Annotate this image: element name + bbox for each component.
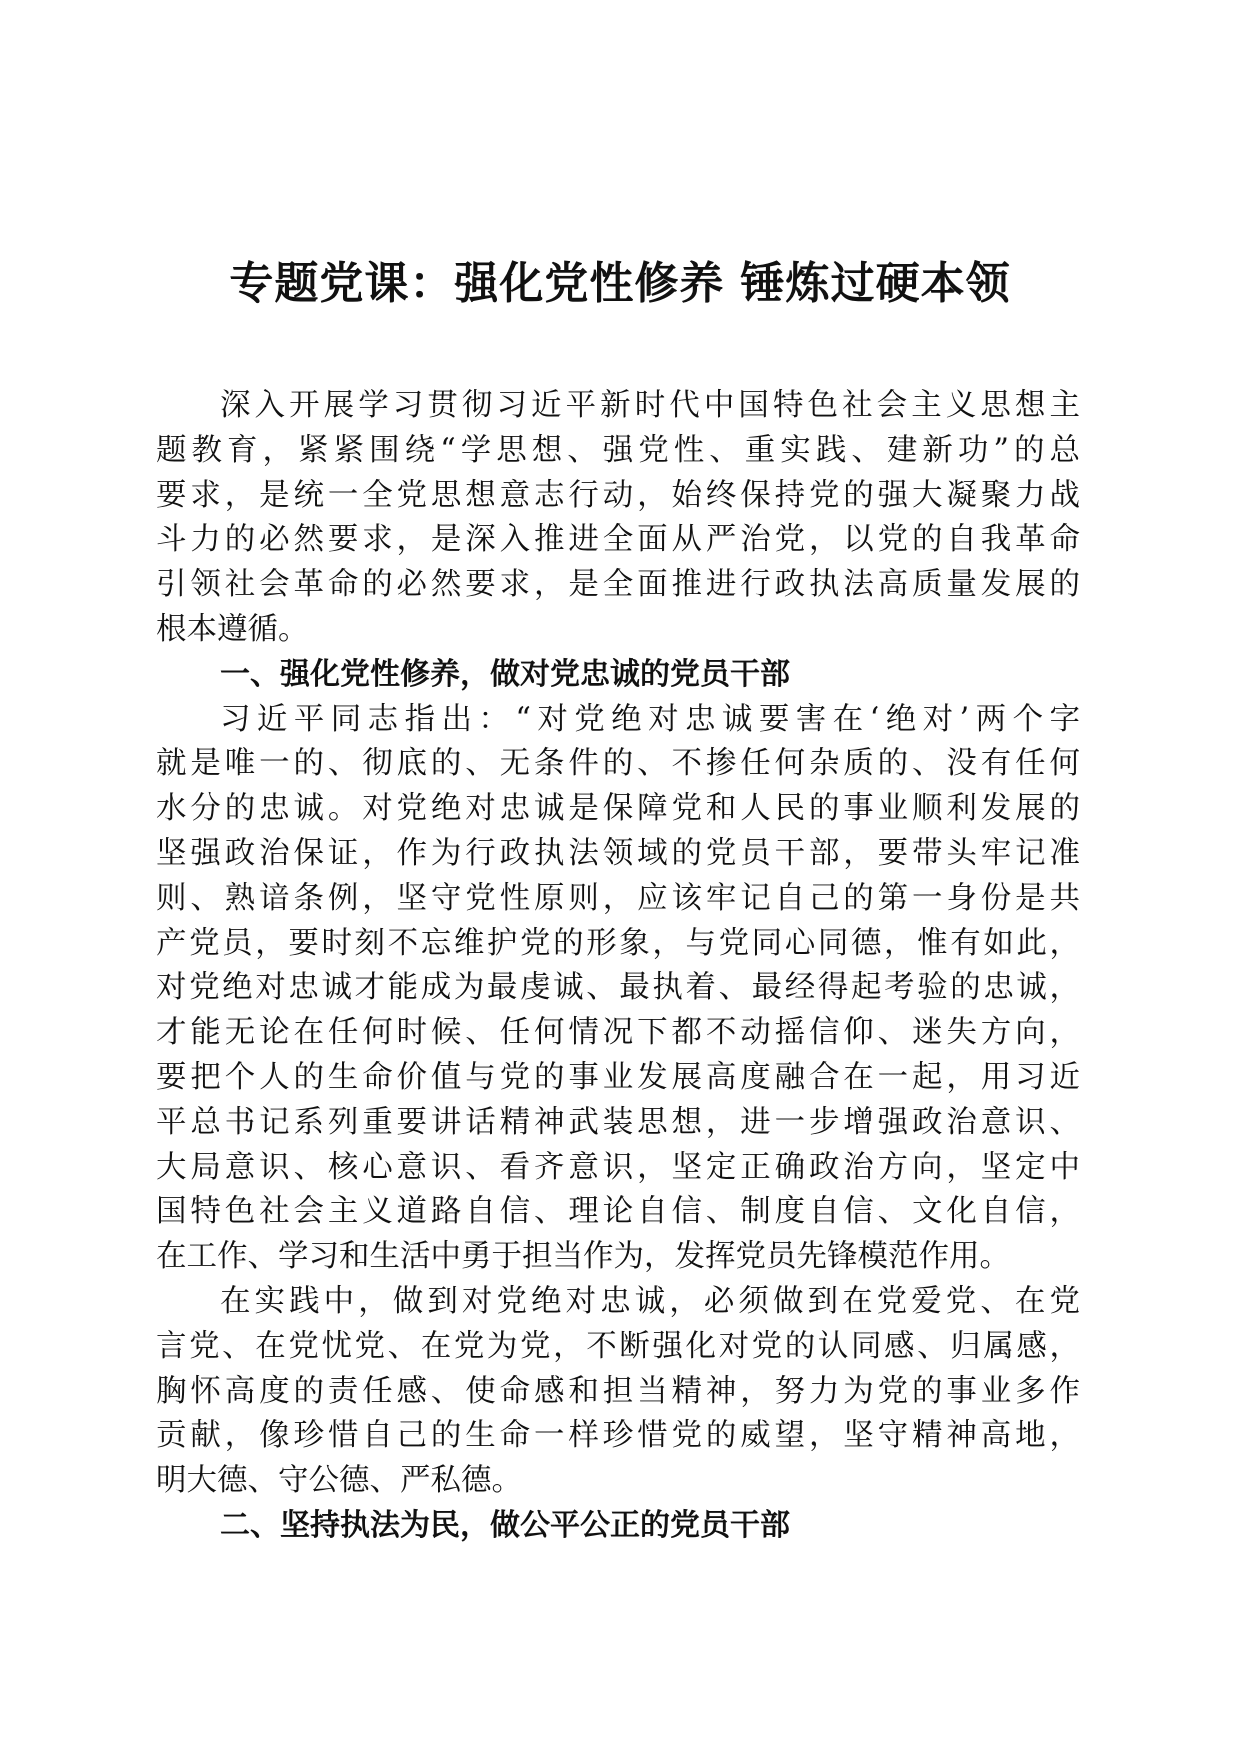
paragraph-line: 引领社会革命的必然要求，是全面推进行政执法高质量发展的 — [156, 567, 1080, 603]
paragraph-line: 要求，是统一全党思想意志行动，始终保持党的强大凝聚力战 — [156, 477, 1080, 513]
paragraph-line: 题教育，紧紧围绕“学思想、强党性、重实践、建新功”的总 — [156, 432, 1080, 468]
paragraph-line: 则、熟谙条例，坚守党性原则，应该牢记自己的第一身份是共 — [156, 880, 1080, 916]
section-heading-2: 二、坚持执法为民，做公平公正的党员干部 — [220, 1507, 790, 1543]
paragraph-line: 就是唯一的、彻底的、无条件的、不掺任何杂质的、没有任何 — [156, 746, 1080, 782]
paragraph-line: 国特色社会主义道路自信、理论自信、制度自信、文化自信， — [156, 1194, 1080, 1230]
document-body — [156, 384, 1080, 1549]
paragraph-line: 深入开展学习贯彻习近平新时代中国特色社会主义思想主 — [220, 388, 1080, 423]
paragraph-line: 要把个人的生命价值与党的事业发展高度融合在一起，用习近 — [156, 1059, 1080, 1095]
paragraph-line: 贡献，像珍惜自己的生命一样珍惜党的威望，坚守精神高地， — [156, 1418, 1080, 1454]
paragraph-line: 在工作、学习和生活中勇于担当作为，发挥党员先锋模范作用。 — [156, 1239, 1010, 1275]
document-title: 专题党课：强化党性修养 锤炼过硬本领 — [229, 258, 1011, 309]
paragraph-line: 习近平同志指出：“对党绝对忠诚要害在‘绝对’两个字 — [220, 701, 1080, 737]
paragraph-line: 产党员，要时刻不忘维护党的形象，与党同心同德，惟有如此， — [156, 925, 1080, 961]
paragraph-line: 水分的忠诚。对党绝对忠诚是保障党和人民的事业顺利发展的 — [156, 791, 1080, 827]
paragraph-line: 明大德、守公德、严私德。 — [156, 1463, 522, 1499]
section-heading-1: 一、强化党性修养，做对党忠诚的党员干部 — [220, 656, 790, 692]
paragraph-line: 根本遵循。 — [156, 611, 309, 647]
paragraph-line: 在实践中，做到对党绝对忠诚，必须做到在党爱党、在党 — [220, 1283, 1080, 1319]
paragraph-line: 平总书记系列重要讲话精神武装思想，进一步增强政治意识、 — [156, 1104, 1080, 1140]
paragraph-line: 言党、在党忧党、在党为党，不断强化对党的认同感、归属感， — [156, 1328, 1080, 1364]
paragraph-line: 胸怀高度的责任感、使命感和担当精神，努力为党的事业多作 — [156, 1373, 1080, 1409]
paragraph-line: 斗力的必然要求，是深入推进全面从严治党，以党的自我革命 — [156, 522, 1080, 558]
paragraph-line: 才能无论在任何时候、任何情况下都不动摇信仰、迷失方向， — [156, 1015, 1080, 1051]
paragraph-line: 对党绝对忠诚才能成为最虔诚、最执着、最经得起考验的忠诚， — [156, 970, 1080, 1006]
paragraph-line: 坚强政治保证，作为行政执法领域的党员干部，要带头牢记准 — [156, 835, 1080, 871]
paragraph-line: 大局意识、核心意识、看齐意识，坚定正确政治方向，坚定中 — [156, 1149, 1080, 1185]
